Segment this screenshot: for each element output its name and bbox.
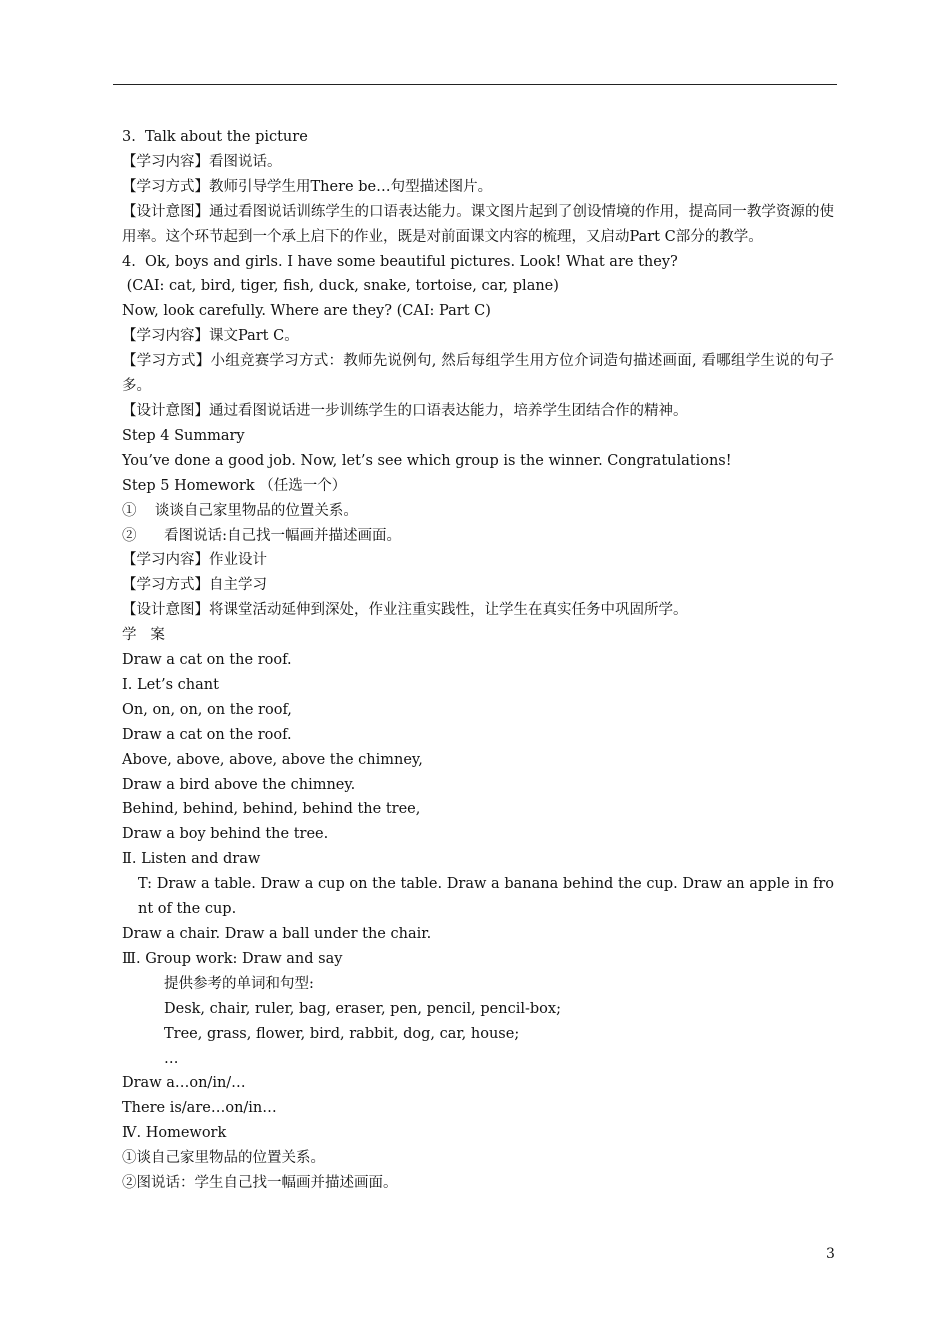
step-heading: Step 5 Homework （任选一个） [122,477,347,494]
paragraph: 【学习内容】作业设计 [122,552,267,569]
chant-line: Behind, behind, behind, behind the tree, [122,801,421,818]
word-list: Tree, grass, flower, bird, rabbit, dog, car, house; [164,1025,520,1042]
subsection-heading: Ⅱ. Listen and draw [122,851,261,868]
paragraph: 【设计意图】通过看图说话进一步训练学生的口语表达能力，培养学生团结合作的精神。 [122,402,688,419]
list-item: ②图说话：学生自己找一幅画并描述画面。 [122,1175,398,1192]
subsection-heading: Ⅲ. Group work: Draw and say [122,950,343,967]
chant-line: Above, above, above, above the chimney, [122,751,423,768]
paragraph: 4. Ok, boys and girls. I have some beautiful pictures. Look! What are they? [122,253,678,270]
paragraph: (CAI: cat, bird, tiger, fish, duck, snake, tortoise, car, plane) [122,278,559,295]
paragraph: 【设计意图】通过看图说话训练学生的口语表达能力。课文图片起到了创设情境的作用，提高同一教学资源的使用率。这个环节起到一个承上启下的作业，既是对前面课文内容的梳理，又启动Part C部分的教学。 [122,203,834,245]
paragraph: Draw a cat on the roof. [122,652,292,669]
sentence-pattern: There is/are…on/in… [122,1100,277,1117]
step-heading: Step 4 Summary [122,427,245,444]
paragraph: 【学习方式】自主学习 [122,577,267,594]
paragraph: 【学习内容】课文Part C。 [122,328,299,345]
paragraph: 【学习内容】看图说话。 [122,153,282,170]
ellipsis: … [164,1050,179,1067]
paragraph: 提供参考的单词和句型: [164,975,314,992]
word-list: Desk, chair, ruler, bag, eraser, pen, pencil, pencil-box; [164,1000,561,1017]
sentence-pattern: Draw a…on/in/… [122,1075,246,1092]
paragraph: 【设计意图】将课堂活动延伸到深处，作业注重实践性，让学生在真实任务中巩固所学。 [122,602,688,619]
paragraph: Now, look carefully. Where are they? (CAI: Part C) [122,303,491,320]
paragraph: 【学习方式】小组竞赛学习方式：教师先说例句, 然后每组学生用方位介词造句描述画面, 看哪组学生说的句子多。 [122,353,834,395]
chant-line: On, on, on, on the roof, [122,701,292,718]
list-item: ① 谈谈自己家里物品的位置关系。 [122,502,358,519]
page-number: 3 [826,1246,835,1262]
list-item: ② 看图说话:自己找一幅画并描述画面。 [122,527,402,544]
header-rule [113,84,837,85]
section-title: 学 案 [122,627,165,644]
paragraph: Draw a chair. Draw a ball under the chair. [122,926,432,942]
chant-line: Draw a bird above the chimney. [122,776,356,793]
chant-line: Draw a boy behind the tree. [122,826,329,843]
section-heading: 3. Talk about the picture [122,129,308,145]
subsection-heading: Ⅳ. Homework [122,1125,227,1142]
document-body [122,125,834,1196]
paragraph: T: Draw a table. Draw a cup on the table. Draw a banana behind the cup. Draw an apple in front of the cup. [138,876,834,918]
paragraph: You’ve done a good job. Now, let’s see which group is the winner. Congratulations! [122,452,732,469]
subsection-heading: Ⅰ. Let’s chant [122,676,219,693]
list-item: ①谈自己家里物品的位置关系。 [122,1150,325,1167]
chant-line: Draw a cat on the roof. [122,726,292,743]
paragraph: 【学习方式】教师引导学生用There be…句型描述图片。 [122,178,493,195]
